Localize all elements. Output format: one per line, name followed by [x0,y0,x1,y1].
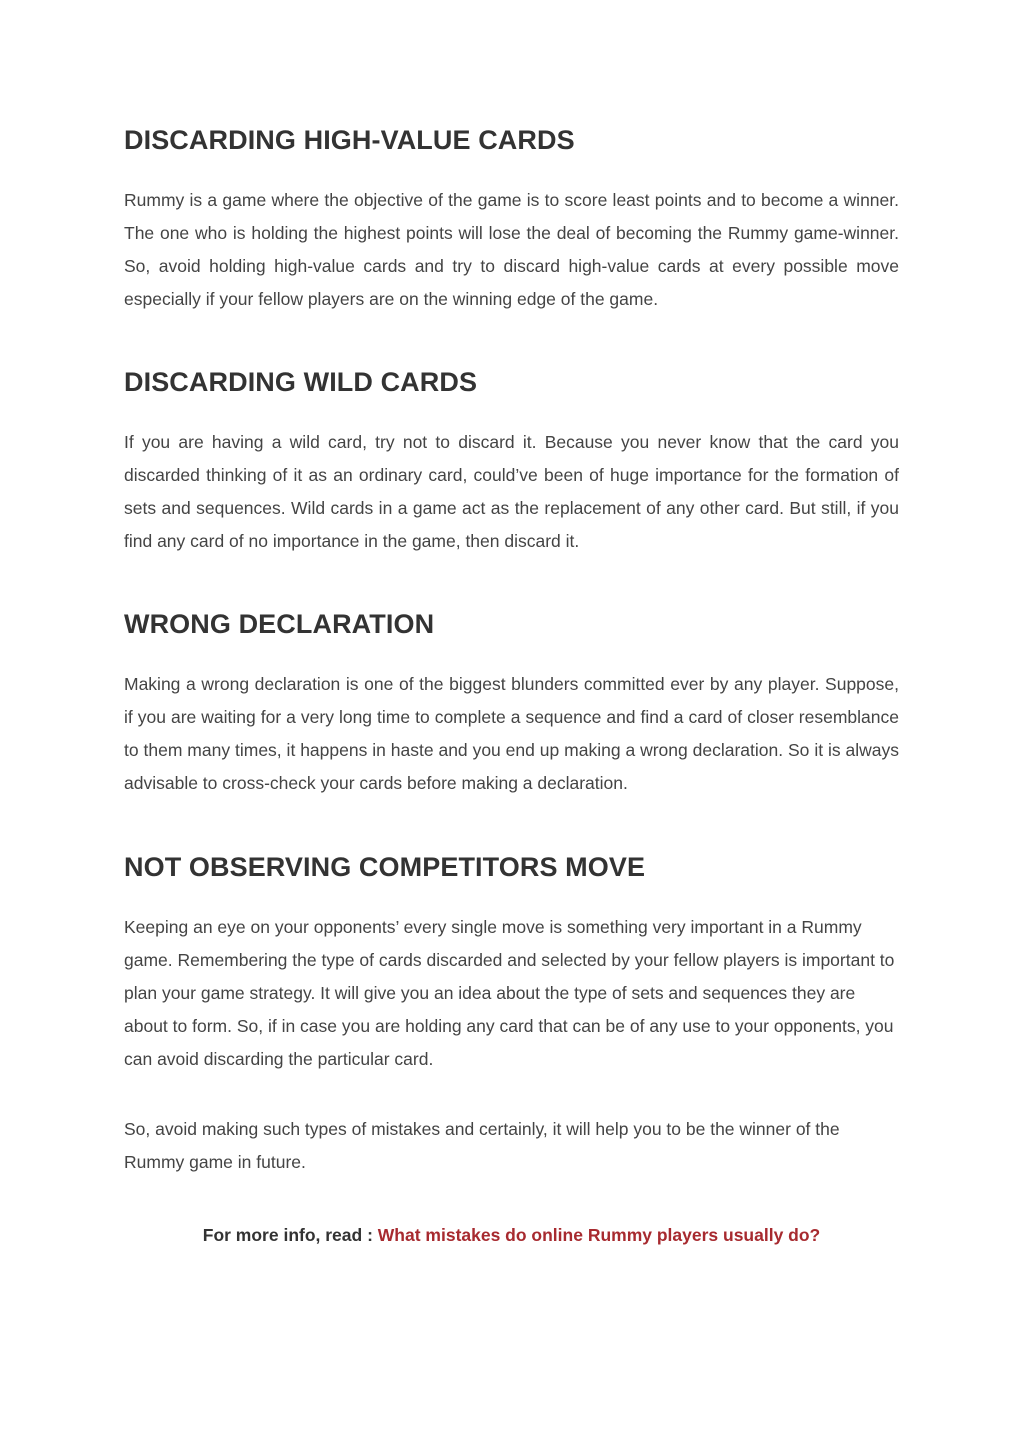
section-body: If you are having a wild card, try not to discard it. Because you never know that the card you discarded thinking of it as an ordinary card, could’ve been of huge importance for the formation of sets and sequences. Wild cards in a game act as the replacement of any other card. But still, if you find any card of no importance in the game, then discard it. [124,432,899,551]
section-body: Making a wrong declaration is one of the biggest blunders committed ever by any player. Suppose, if you are waiting for a very long time to complete a sequence and find a card of closer resemblance to them many times, it happens in haste and you end up making a wrong declaration. So it is always advisable to cross-check your cards before making a declaration. [124,674,899,793]
more-info-link[interactable]: What mistakes do online Rummy players usually do? [377,1225,821,1245]
section-heading: NOT OBSERVING COMPETITORS MOVE [124,852,646,882]
section-heading: DISCARDING HIGH-VALUE CARDS [124,125,575,155]
section-heading: WRONG DECLARATION [124,609,435,639]
section-body: Rummy is a game where the objective of the game is to score least points and to become a winner. The one who is holding the highest points will lose the deal of becoming the Rummy game-winner. So, avoid holding high-value cards and try to discard high-value cards at every possible move especially if your fellow players are on the winning edge of the game. [124,190,899,309]
section-discarding-high-value-cards [124,118,899,316]
section-discarding-wild-cards [124,360,899,558]
section-not-observing-competitors-move [124,845,899,1076]
section-body: Keeping an eye on your opponents’ every single move is something very important in a Rummy game. Remembering the type of cards discarded and selected by your fellow players is important to plan your game strategy. It will give you an idea about the type of sets and sequences they are about to form. So, if in case you are holding any card that can be of any use to your opponents, you can avoid discarding the particular card. [124,917,895,1069]
more-info-prefix: For more info, read : [202,1225,378,1245]
closing-paragraph: So, avoid making such types of mistakes and certainly, it will help you to be the winner of the Rummy game in future. [124,1119,840,1172]
section-wrong-declaration [124,602,899,800]
section-heading: DISCARDING WILD CARDS [124,367,478,397]
more-info-line [124,1219,899,1252]
document-content [124,118,899,1252]
